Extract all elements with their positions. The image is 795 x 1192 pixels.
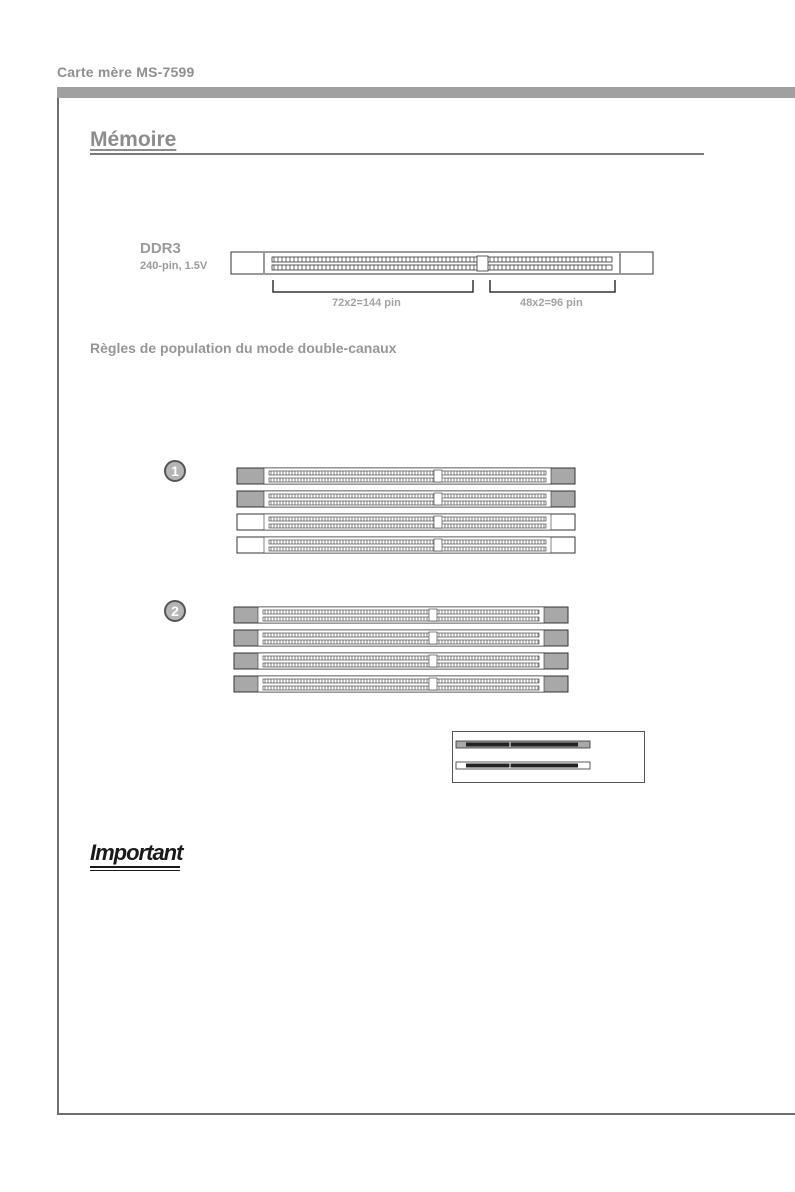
step-2-badge: 2 bbox=[164, 600, 186, 622]
slot-pin-row-top bbox=[263, 610, 539, 614]
slot-key bbox=[429, 609, 437, 621]
dimm-slot-2 bbox=[237, 491, 575, 507]
legend-filled-pins bbox=[466, 743, 578, 747]
bracket-left bbox=[273, 280, 473, 292]
step-1-badge: 1 bbox=[164, 460, 186, 482]
dimm-slot-2 bbox=[234, 630, 568, 646]
dimm-slot-3 bbox=[237, 514, 575, 530]
ddr3-module-diagram bbox=[230, 250, 655, 312]
slot-pin-row-bottom bbox=[263, 640, 539, 644]
ddr3-module-outline bbox=[231, 252, 653, 274]
slot-pin-row-bottom bbox=[269, 501, 546, 505]
legend-empty-pins bbox=[466, 764, 578, 768]
slot-pin-row-top bbox=[269, 471, 546, 475]
slot-legend-diagram bbox=[453, 732, 644, 782]
slot-legend-box bbox=[452, 731, 645, 783]
left-margin-rule bbox=[57, 98, 59, 1114]
title-underline bbox=[90, 153, 704, 155]
step-1-slots-diagram bbox=[236, 466, 578, 558]
pin-count-right: 48x2=96 pin bbox=[520, 297, 583, 309]
slot-key bbox=[429, 655, 437, 667]
slot-pin-row-top bbox=[263, 679, 539, 683]
dimm-slot-3 bbox=[234, 653, 568, 669]
slot-pin-row-bottom bbox=[269, 478, 546, 482]
ddr-spec-label: 240-pin, 1.5V bbox=[140, 260, 208, 272]
slot-pin-row-top bbox=[263, 656, 539, 660]
slot-key bbox=[434, 539, 442, 551]
slot-pin-row-bottom bbox=[263, 617, 539, 621]
slot-pin-row-bottom bbox=[269, 524, 546, 528]
slot-pin-row-bottom bbox=[263, 686, 539, 690]
dimm-slot-1 bbox=[237, 468, 575, 484]
dimm-slot-4 bbox=[237, 537, 575, 553]
important-underline-thin bbox=[90, 870, 180, 871]
bracket-right bbox=[490, 280, 615, 292]
slot-key bbox=[434, 470, 442, 482]
header-bar bbox=[57, 87, 795, 98]
population-rules-heading: Règles de population du mode double-canaux bbox=[90, 340, 397, 356]
slot-key bbox=[434, 493, 442, 505]
dimm-slot-4 bbox=[234, 676, 568, 692]
slot-key bbox=[429, 678, 437, 690]
slot-pin-row-top bbox=[263, 633, 539, 637]
ddr-type-label: DDR3 bbox=[140, 240, 181, 257]
slot-pin-row-top bbox=[269, 494, 546, 498]
important-label: Important bbox=[90, 840, 183, 865]
bottom-rule bbox=[57, 1113, 795, 1115]
step-2-slots-diagram bbox=[233, 605, 571, 695]
dimm-slot-1 bbox=[234, 607, 568, 623]
important-underline bbox=[90, 866, 180, 868]
page-header: Carte mère MS-7599 bbox=[57, 64, 195, 80]
slot-key bbox=[429, 632, 437, 644]
pin-count-left: 72x2=144 pin bbox=[332, 297, 401, 309]
slot-pin-row-bottom bbox=[269, 547, 546, 551]
section-title: Mémoire bbox=[90, 128, 177, 151]
slot-pin-row-bottom bbox=[263, 663, 539, 667]
slot-pin-row-top bbox=[269, 540, 546, 544]
slot-pin-row-top bbox=[269, 517, 546, 521]
slot-key bbox=[434, 516, 442, 528]
ddr3-key-notch bbox=[477, 256, 488, 271]
